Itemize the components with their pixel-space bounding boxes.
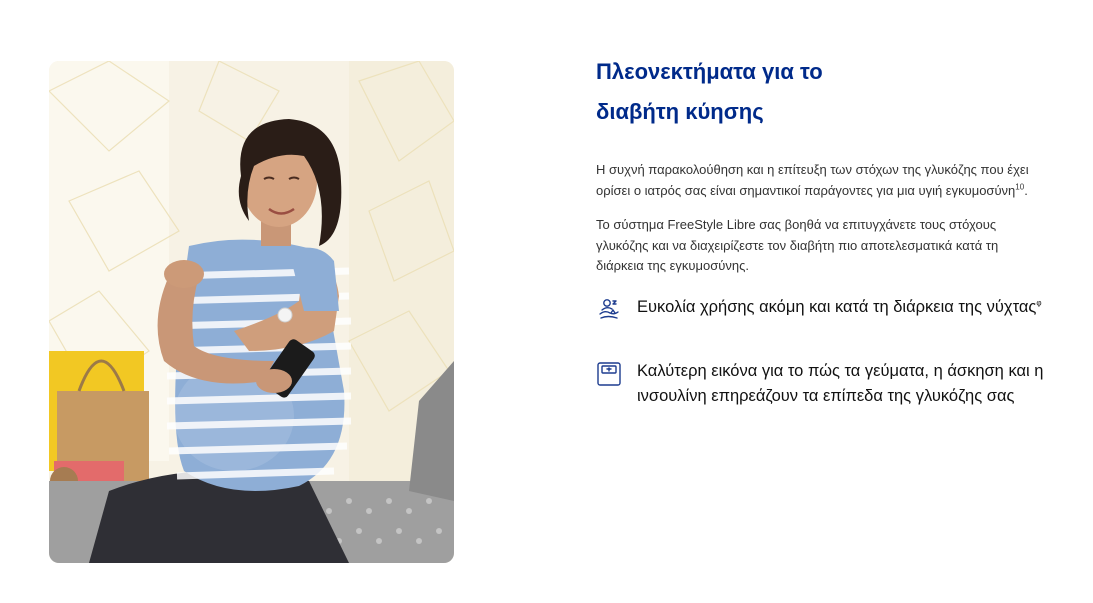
intro-paragraph: [596, 160, 1046, 201]
pregnant-woman-photo: [49, 61, 454, 563]
feature-insight: [596, 359, 1047, 408]
intro-paragraph-end: .: [1024, 182, 1028, 198]
section-title-line2: διαβήτη κύησης: [596, 99, 764, 124]
section-title: [596, 52, 1046, 132]
footnote-ref[interactable]: 10: [1015, 182, 1025, 192]
sleeping-person-icon: [596, 297, 622, 323]
feature-night-use: [596, 295, 1046, 320]
feature-insight-text: Καλύτερη εικόνα για το πώς τα γεύματα, η άσκηση και η ινσουλίνη επηρεάζουν τα επίπεδα της γλυκόζης σας: [637, 362, 1044, 405]
section-title-line1: Πλεονεκτήματα για το: [596, 59, 823, 84]
benefits-section: [596, 52, 1046, 408]
intro-paragraph-text: Η συχνή παρακολούθηση και η επίτευξη των στόχων της γλυκόζης που έχει ορίσει ο ιατρός σας είναι σημαντικοί παράγοντες για μια υγιή εγκυμοσύνη: [596, 162, 1029, 198]
feature-night-use-text: Ευκολία χρήσης ακόμη και κατά τη διάρκεια της νύχτας: [637, 297, 1037, 316]
feature-night-use-footnote[interactable]: φ: [1036, 298, 1042, 307]
scale-icon: [596, 361, 622, 387]
freestyle-paragraph: Το σύστημα FreeStyle Libre σας βοηθά να επιτυγχάνετε τους στόχους γλυκόζης και να διαχειρίζεστε τον διαβήτη πιο αποτελεσματικά κατά τη διάρκεια της εγκυμοσύνης.: [596, 217, 999, 273]
